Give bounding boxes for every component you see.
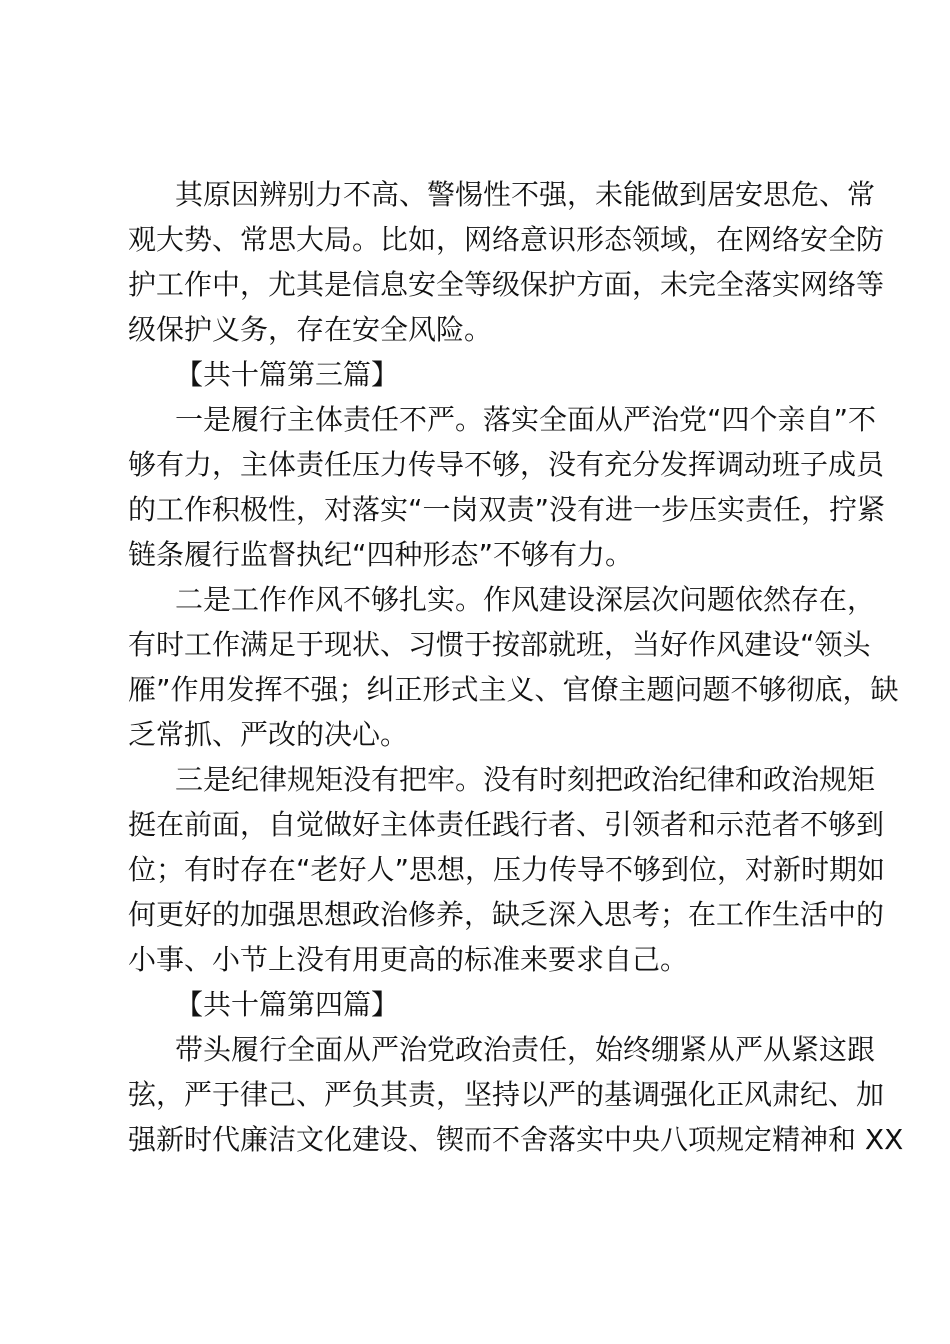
section-heading-3: 【共十篇第三篇】 — [175, 358, 400, 391]
paragraph-3-line-1: 二是工作作风不够扎实。作风建设深层次问题依然存在， — [175, 583, 876, 616]
paragraph-1-line-3: 护工作中，尤其是信息安全等级保护方面，未完全落实网络等 — [128, 268, 885, 301]
paragraph-1-line-1: 其原因辨别力不高、警惕性不强，未能做到居安思危、常 — [175, 178, 876, 211]
paragraph-4-line-4: 何更好的加强思想政治修养，缺乏深入思考；在工作生活中的 — [128, 898, 885, 931]
paragraph-2-line-2: 够有力，主体责任压力传导不够，没有充分发挥调动班子成员 — [128, 448, 885, 481]
paragraph-3-line-4: 乏常抓、严改的决心。 — [128, 718, 409, 751]
paragraph-5-line-2: 弦，严于律己、严负其责，坚持以严的基调强化正风肃纪、加 — [128, 1078, 885, 1111]
paragraph-5-line-3: 强新时代廉洁文化建设、锲而不舍落实中央八项规定精神和 XX — [128, 1123, 904, 1156]
paragraph-2-line-1: 一是履行主体责任不严。落实全面从严治党“四个亲自”不 — [175, 403, 877, 436]
paragraph-2-line-4: 链条履行监督执纪“四种形态”不够有力。 — [128, 538, 634, 571]
paragraph-5-line-1: 带头履行全面从严治党政治责任，始终绷紧从严从紧这跟 — [175, 1033, 876, 1066]
paragraph-4-line-2: 挺在前面，自觉做好主体责任践行者、引领者和示范者不够到 — [128, 808, 885, 841]
paragraph-3-line-3: 雁”作用发挥不强；纠正形式主义、官僚主题问题不够彻底，缺 — [128, 673, 899, 706]
paragraph-4-line-5: 小事、小节上没有用更高的标准来要求自己。 — [128, 943, 689, 976]
paragraph-4-line-3: 位；有时存在“老好人”思想，压力传导不够到位，对新时期如 — [128, 853, 886, 886]
paragraph-4-line-1: 三是纪律规矩没有把牢。没有时刻把政治纪律和政治规矩 — [175, 763, 876, 796]
section-heading-4: 【共十篇第四篇】 — [175, 988, 400, 1021]
paragraph-3-line-2: 有时工作满足于现状、习惯于按部就班，当好作风建设“领头 — [128, 628, 871, 661]
paragraph-2-line-3: 的工作积极性，对落实“一岗双责”没有进一步压实责任，拧紧 — [128, 493, 886, 526]
paragraph-1-line-2: 观大势、常思大局。比如，网络意识形态领域，在网络安全防 — [128, 223, 885, 256]
paragraph-1-line-4: 级保护义务，存在安全风险。 — [128, 313, 493, 346]
